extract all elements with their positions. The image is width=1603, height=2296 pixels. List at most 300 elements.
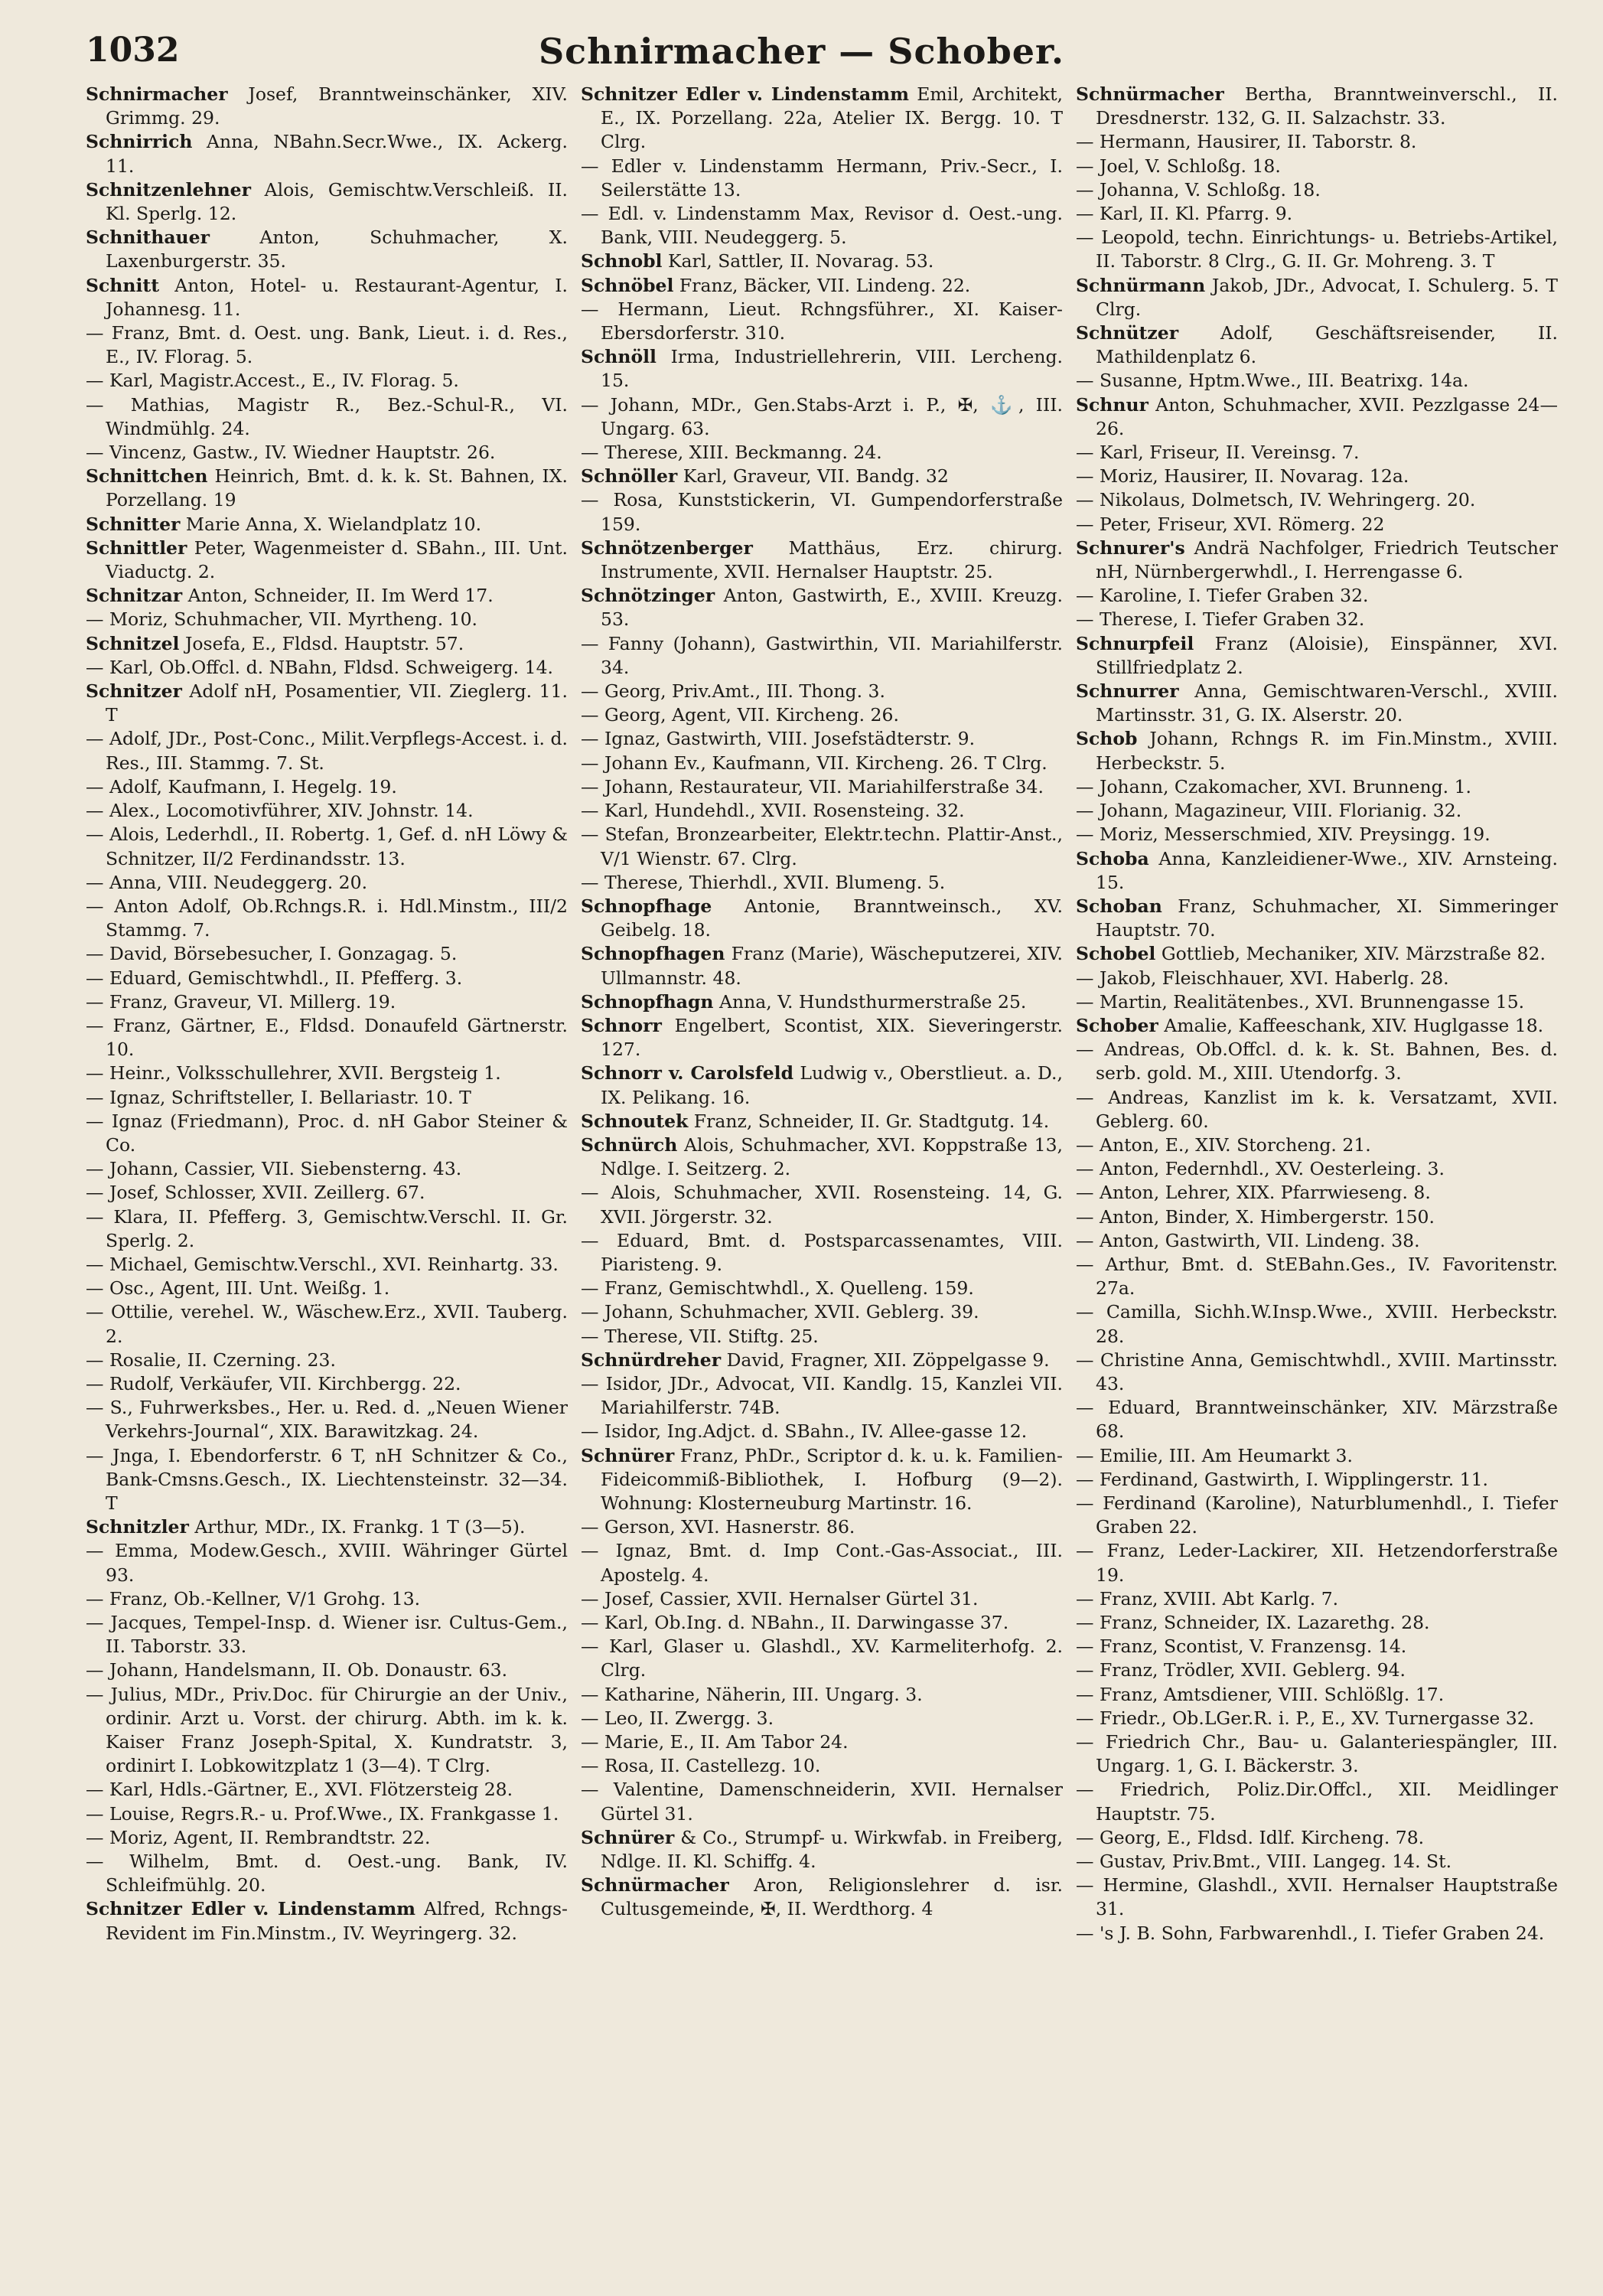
directory-entry <box>86 608 568 631</box>
entry-details: — Hermann, Hausirer, II. Taborstr. 8. <box>1076 131 1417 153</box>
entry-details: — Karoline, I. Tiefer Graben 32. <box>1076 585 1369 607</box>
entry-details: — Anton, Lehrer, XIX. Pfarrwieseng. 8. <box>1076 1182 1431 1204</box>
entry-details: Gottlieb, Mechaniker, XIV. Märzstraße 82. <box>1155 943 1546 965</box>
directory-entry <box>1076 1396 1558 1443</box>
entry-details: — Friedrich Chr., Bau- u. Galanteriespängler, III. Ungarg. 1, G. I. Bäckerstr. 3. <box>1076 1731 1558 1777</box>
entry-surname: Schnürdreher <box>581 1349 722 1371</box>
directory-entry <box>1076 130 1558 154</box>
entry-details: — Stefan, Bronzearbeiter, Elektr.techn. Plattir-Anst., V/1 Wienstr. 67. Clrg. <box>581 823 1063 869</box>
entry-surname: Schnitzenlehner <box>86 178 251 201</box>
entry-details: — Moriz, Schuhmacher, VII. Myrtheng. 10. <box>86 608 478 631</box>
directory-entry <box>1076 465 1558 488</box>
directory-entry <box>581 1300 1063 1324</box>
directory-entry <box>86 1086 568 1110</box>
entry-details: — Moriz, Hausirer, II. Novarag. 12a. <box>1076 465 1409 488</box>
directory-entry <box>581 752 1063 775</box>
entry-surname: Schnöller <box>581 465 678 488</box>
entry-details: — Ignaz (Friedmann), Proc. d. nH Gabor Steiner & Co. <box>86 1110 568 1156</box>
entry-details: — Karl, Friseur, II. Vereinsg. 7. <box>1076 442 1360 464</box>
entry-details: — Alex., Locomotivführer, XIV. Johnstr. 14. <box>86 800 474 822</box>
entry-surname: Schnürmann <box>1076 274 1206 296</box>
entry-surname: Schnitzar <box>86 585 183 607</box>
entry-details: — Franz, XVIII. Abt Karlg. 7. <box>1076 1587 1339 1609</box>
entry-details: Franz (Aloisie), Einspänner, XVI. Stillfriedplatz 2. <box>1096 632 1558 678</box>
entry-surname: Schnötzinger <box>581 585 715 607</box>
entry-details: — Eduard, Branntweinschänker, XIV. Märzstraße 68. <box>1076 1397 1558 1443</box>
directory-entry <box>581 1635 1063 1682</box>
entry-details: Anton, Schuhmacher, XVII. Pezzlgasse 24—26. <box>1096 393 1558 439</box>
directory-entry <box>86 990 568 1014</box>
directory-entry <box>581 1587 1063 1611</box>
directory-entry <box>86 465 568 512</box>
directory-entry <box>581 727 1063 751</box>
directory-entry <box>1076 1707 1558 1730</box>
directory-entry <box>1076 1349 1558 1396</box>
entry-details: Matthäus, Erz. chirurg. Instrumente, XVII. Hernalser Hauptstr. 25. <box>601 536 1063 583</box>
directory-entry <box>1076 608 1558 631</box>
entry-surname: Schnithauer <box>86 227 210 249</box>
directory-entry <box>581 298 1063 345</box>
entry-details: — Franz, Scontist, V. Franzensg. 14. <box>1076 1636 1407 1658</box>
directory-entry <box>1076 1181 1558 1205</box>
directory-entry <box>1076 895 1558 942</box>
entry-details: — Isidor, Ing.Adjct. d. SBahn., IV. Allee-gasse 12. <box>581 1420 1028 1443</box>
directory-entry <box>581 155 1063 202</box>
directory-entry <box>1076 1635 1558 1658</box>
entry-details: Franz, Bäcker, VII. Lindeng. 22. <box>673 274 971 296</box>
directory-entry <box>86 1062 568 1085</box>
entry-details: — Rosa, II. Castellezg. 10. <box>581 1755 821 1777</box>
directory-entry <box>86 967 568 990</box>
directory-entry <box>86 1802 568 1826</box>
entry-details: — Leo, II. Zwergg. 3. <box>581 1707 774 1729</box>
directory-entry <box>581 1062 1063 1109</box>
directory-entry <box>86 1683 568 1779</box>
entry-surname: Schnobl <box>581 250 663 272</box>
entry-details: — Isidor, JDr., Advocat, VII. Kandlg. 15, Kanzlei VII. Mariahilferstr. 74B. <box>581 1372 1063 1419</box>
directory-entry <box>86 1396 568 1443</box>
entry-details: — Johann, Czakomacher, XVI. Brunneng. 1. <box>1076 775 1472 797</box>
entry-details: — Anton, Gastwirth, VII. Lindeng. 38. <box>1076 1229 1420 1251</box>
directory-entry <box>1076 1611 1558 1635</box>
entry-details: — Louise, Regrs.R.- u. Prof.Wwe., IX. Frankgasse 1. <box>86 1802 559 1825</box>
directory-entry <box>86 274 568 321</box>
entry-details: — Leopold, techn. Einrichtungs- u. Betriebs-Artikel, II. Taborstr. 8 Clrg., G. II. Gr. Mohreng. 3. T <box>1076 227 1558 272</box>
entry-details: — Karl, Ob.Offcl. d. NBahn, Fldsd. Schweigerg. 14. <box>86 656 553 678</box>
directory-entry <box>86 178 568 226</box>
entry-details: — Friedr., Ob.LGer.R. i. P., E., XV. Turnergasse 32. <box>1076 1707 1535 1729</box>
directory-entry <box>86 1181 568 1205</box>
entry-details: — Peter, Friseur, XVI. Römerg. 22 <box>1076 513 1385 535</box>
entry-details: Ludwig v., Oberstlieut. a. D., IX. Pelikang. 16. <box>601 1062 1063 1108</box>
directory-entry <box>1076 1444 1558 1468</box>
directory-entry <box>1076 1253 1558 1300</box>
entry-details: — Emilie, III. Am Heumarkt 3. <box>1076 1444 1353 1466</box>
entry-surname: Schnittchen <box>86 465 208 488</box>
directory-entry <box>86 1253 568 1277</box>
directory-entry <box>581 1014 1063 1062</box>
directory-entry <box>1076 1539 1558 1587</box>
entry-details: — Karl, Hdls.-Gärtner, E., XVI. Flötzersteig 28. <box>86 1779 513 1801</box>
entry-details: — Georg, E., Fldsd. Idlf. Kircheng. 78. <box>1076 1826 1425 1848</box>
directory-entry <box>86 369 568 393</box>
running-head: Schnirmacher — Schober. <box>538 31 1065 72</box>
entry-details: — Franz, Ob.-Kellner, V/1 Grohg. 13. <box>86 1587 421 1609</box>
directory-entry <box>86 1300 568 1348</box>
directory-entry <box>86 1778 568 1802</box>
entry-details: — Therese, Thierhdl., XVII. Blumeng. 5. <box>581 871 946 893</box>
entry-details: — Johann, Magazineur, VIII. Florianig. 32. <box>1076 800 1462 822</box>
directory-entry <box>86 895 568 942</box>
entry-surname: Schnöbel <box>581 274 674 296</box>
directory-entry <box>1076 1468 1558 1492</box>
entry-details: — Franz, Gemischtwhdl., X. Quelleng. 159. <box>581 1277 974 1300</box>
entry-surname: Schnorr v. Carolsfeld <box>581 1062 794 1084</box>
directory-entry <box>1076 369 1558 393</box>
directory-entry <box>1076 1922 1558 1945</box>
entry-surname: Schnitzel <box>86 632 180 654</box>
entry-details: — Friedrich, Poliz.Dir.Offcl., XII. Meidlinger Hauptstr. 75. <box>1076 1779 1558 1825</box>
entry-details: Arthur, MDr., IX. Frankg. 1 T (3—5). <box>188 1516 526 1538</box>
directory-entry <box>1076 775 1558 799</box>
directory-entry <box>86 536 568 584</box>
entry-details: — Katharine, Näherin, III. Ungarg. 3. <box>581 1683 923 1705</box>
entry-details: Amalie, Kaffeeschank, XIV. Huglgasse 18. <box>1158 1014 1544 1036</box>
directory-entry <box>581 799 1063 823</box>
directory-entry <box>86 799 568 823</box>
entry-surname: Schnitter <box>86 513 181 535</box>
entry-details: — Franz, Gärtner, E., Fldsd. Donaufeld Gärtnerstr. 10. <box>86 1014 568 1061</box>
directory-entry <box>581 1444 1063 1516</box>
entry-surname: Schnurer's <box>1076 536 1185 559</box>
entry-details: — Ignaz, Gastwirth, VIII. Josefstädterstr. 9. <box>581 728 976 750</box>
directory-entry <box>86 1349 568 1372</box>
entry-details: Karl, Sattler, II. Novarag. 53. <box>662 250 934 272</box>
entry-details: — Karl, Glaser u. Glashdl., XV. Karmeliterhofg. 2. Clrg. <box>581 1636 1063 1681</box>
entry-surname: Schnirrich <box>86 131 193 153</box>
entry-details: — Alois, Lederhdl., II. Robertg. 1, Gef. d. nH Löwy & Schnitzer, II/2 Ferdinandsstr. 13. <box>86 823 568 869</box>
directory-entry <box>581 274 1063 298</box>
entry-details: — Gustav, Priv.Bmt., VIII. Langeg. 14. St. <box>1076 1851 1452 1873</box>
directory-entry <box>1076 1205 1558 1229</box>
directory-entry <box>1076 488 1558 512</box>
entry-surname: Schnitzer Edler v. Lindenstamm <box>581 83 909 105</box>
directory-entry <box>581 1229 1063 1277</box>
entry-details: Alois, Gemischtw.Verschleiß. II. Kl. Sperlg. 12. <box>106 178 568 225</box>
directory-entry <box>1076 967 1558 990</box>
entry-details: Franz, PhDr., Scriptor d. k. u. k. Familien-Fideicommiß-Bibliothek, I. Hofburg (9—2). Wohnung: Klosterneuburg Martinstr. 16. <box>601 1444 1063 1514</box>
entry-details: Anna, NBahn.Secr.Wwe., IX. Ackerg. 11. <box>106 131 568 177</box>
page-number: 1032 <box>86 31 180 70</box>
entry-details: Franz, Schneider, II. Gr. Stadtgutg. 14. <box>688 1110 1050 1132</box>
directory-entry <box>1076 584 1558 608</box>
entry-details: Irma, Industriellehrerin, VIII. Lercheng. 15. <box>601 346 1063 392</box>
entry-surname: Schnopfhagen <box>581 943 725 965</box>
directory-entry <box>581 1325 1063 1349</box>
directory-entry <box>1076 155 1558 178</box>
entry-details: — Susanne, Hptm.Wwe., III. Beatrixg. 14a. <box>1076 370 1469 392</box>
directory-entry <box>1076 1133 1558 1157</box>
directory-entry <box>581 536 1063 584</box>
entry-surname: Schnopfhage <box>581 895 712 917</box>
entry-details: — Heinr., Volksschullehrer, XVII. Bergsteig 1. <box>86 1062 501 1084</box>
entry-details: — 's J. B. Sohn, Farbwarenhdl., I. Tiefer Graben 24. <box>1076 1922 1545 1944</box>
directory-entry <box>1076 799 1558 823</box>
directory-entry <box>1076 1730 1558 1778</box>
entry-details: — Edl. v. Lindenstamm Max, Revisor d. Oest.-ung. Bank, VIII. Neudeggerg. 5. <box>581 203 1063 249</box>
entry-details: — Johann, Handelsmann, II. Ob. Donaustr. 63. <box>86 1659 508 1681</box>
entry-details: — Franz, Trödler, XVII. Geblerg. 94. <box>1076 1659 1406 1681</box>
directory-entry <box>581 202 1063 249</box>
directory-entry <box>1076 823 1558 846</box>
directory-entry <box>1076 1229 1558 1253</box>
entry-surname: Schnürmacher <box>1076 83 1224 105</box>
directory-entry <box>86 226 568 273</box>
entry-details: — Therese, I. Tiefer Graben 32. <box>1076 608 1365 631</box>
entry-details: — Rosa, Kunststickerin, VI. Gumpendorferstraße 159. <box>581 489 1063 535</box>
entry-details: — Georg, Priv.Amt., III. Thong. 3. <box>581 680 885 703</box>
directory-entry <box>1076 1014 1558 1038</box>
entry-details: Josef, Branntweinschänker, XIV. Grimmg. 29. <box>106 83 568 129</box>
entry-details: — Franz, Bmt. d. Oest. ung. Bank, Lieut. i. d. Res., E., IV. Florag. 5. <box>86 322 568 368</box>
directory-entry <box>581 1754 1063 1778</box>
entry-details: Anton, Schuhmacher, X. Laxenburgerstr. 35. <box>106 227 568 272</box>
columns <box>86 83 1558 2283</box>
directory-entry <box>581 823 1063 870</box>
directory-entry <box>1076 441 1558 465</box>
directory-entry <box>86 1205 568 1253</box>
entry-details: — Karl, Magistr.Accest., E., IV. Florag. 5. <box>86 370 459 392</box>
entry-details: — Therese, XIII. Beckmanng. 24. <box>581 442 882 464</box>
entry-surname: Schnöll <box>581 346 657 368</box>
entry-details: Josefa, E., Fldsd. Hauptstr. 57. <box>179 632 464 654</box>
entry-surname: Schnitt <box>86 274 160 296</box>
directory-entry <box>86 1157 568 1181</box>
directory-entry <box>581 1372 1063 1420</box>
entry-details: — Fanny (Johann), Gastwirthin, VII. Mariahilferstr. 34. <box>581 632 1063 678</box>
entry-details: — Vincenz, Gastw., IV. Wiedner Hauptstr. 26. <box>86 442 496 464</box>
entry-surname: Schnorr <box>581 1014 662 1036</box>
entry-surname: Schnirmacher <box>86 83 228 105</box>
directory-entry <box>1076 178 1558 202</box>
directory-entry <box>1076 202 1558 226</box>
entry-surname: Schnürer <box>581 1826 675 1848</box>
entry-details: — Rosalie, II. Czerning. 23. <box>86 1349 336 1371</box>
entry-details: — Ferdinand, Gastwirth, I. Wipplingerstr. 11. <box>1076 1468 1489 1490</box>
entry-surname: Schnurpfeil <box>1076 632 1194 654</box>
entry-details: — Alois, Schuhmacher, XVII. Rosensteing. 14, G. XVII. Jörgerstr. 32. <box>581 1182 1063 1228</box>
directory-entry <box>86 775 568 799</box>
directory-entry <box>581 871 1063 895</box>
column-middle <box>581 83 1063 2283</box>
entry-details: — Nikolaus, Dolmetsch, IV. Wehringerg. 20. <box>1076 489 1476 511</box>
directory-entry <box>1076 847 1558 895</box>
directory-entry <box>581 1874 1063 1921</box>
directory-entry <box>1076 680 1558 727</box>
directory-entry <box>1076 1492 1558 1539</box>
entry-details: — Therese, VII. Stiftg. 25. <box>581 1325 819 1347</box>
directory-entry <box>581 775 1063 799</box>
directory-entry <box>86 321 568 369</box>
entry-details: — Andreas, Ob.Offcl. d. k. k. St. Bahnen, Bes. d. serb. gold. M., XIII. Utendorfg. 3. <box>1076 1039 1558 1084</box>
entry-details: Andrä Nachfolger, Friedrich Teutscher nH, Nürnbergerwhdl., I. Herrengasse 6. <box>1096 536 1558 583</box>
column-left <box>86 83 568 2283</box>
entry-details: — Valentine, Damenschneiderin, XVII. Hernalser Gürtel 31. <box>581 1779 1063 1825</box>
directory-entry <box>86 393 568 441</box>
entry-details: Adolf nH, Posamentier, VII. Zieglerg. 11. T <box>106 680 568 726</box>
directory-entry <box>581 465 1063 488</box>
entry-surname: Schnürch <box>581 1133 678 1156</box>
directory-entry <box>581 703 1063 727</box>
directory-entry <box>86 1539 568 1587</box>
entry-details: — Edler v. Lindenstamm Hermann, Priv.-Secr., I. Seilerstätte 13. <box>581 155 1063 201</box>
entry-details: — Hermann, Lieut. Rchngsführer., XI. Kaiser-Ebersdorferstr. 310. <box>581 298 1063 344</box>
directory-entry <box>581 1349 1063 1372</box>
entry-surname: Schnoutek <box>581 1110 689 1132</box>
directory-entry <box>581 393 1063 441</box>
entry-details: — Georg, Agent, VII. Kircheng. 26. <box>581 704 899 726</box>
entry-details: Anton, Gastwirth, E., XVIII. Kreuzg. 53. <box>601 585 1063 631</box>
entry-details: — Franz, Graveur, VI. Millerg. 19. <box>86 990 396 1013</box>
entry-details: — Josef, Cassier, XVII. Hernalser Gürtel 31. <box>581 1587 979 1609</box>
entry-details: — S., Fuhrwerksbes., Her. u. Red. d. „Neuen Wiener Verkehrs-Journal“, XIX. Barawitzkag. 24. <box>86 1397 568 1443</box>
directory-entry <box>581 680 1063 703</box>
entry-details: — Johann, Schuhmacher, XVII. Geblerg. 39. <box>581 1301 979 1323</box>
directory-entry <box>1076 536 1558 584</box>
column-right <box>1076 83 1558 2283</box>
directory-entry <box>581 1778 1063 1825</box>
directory-entry <box>86 584 568 608</box>
entry-details: — Emma, Modew.Gesch., XVIII. Währinger Gürtel 93. <box>86 1540 568 1586</box>
entry-surname: Schnitzer Edler v. Lindenstamm <box>86 1898 416 1920</box>
directory-entry <box>1076 1778 1558 1825</box>
entry-details: — Josef, Schlosser, XVII. Zeillerg. 67. <box>86 1182 425 1204</box>
entry-surname: Schnurrer <box>1076 680 1179 703</box>
directory-entry <box>581 1277 1063 1300</box>
directory-entry <box>1076 1658 1558 1682</box>
directory-entry <box>581 1181 1063 1228</box>
directory-entry <box>1076 727 1558 775</box>
directory-entry <box>1076 1300 1558 1348</box>
entry-details: — Eduard, Gemischtwhdl., II. Pfefferg. 3. <box>86 967 463 989</box>
directory-entry <box>581 83 1063 155</box>
directory-entry <box>581 1420 1063 1443</box>
entry-details: Aron, Religionslehrer d. isr. Cultusgemeinde, ✠, II. Werdthorg. 4 <box>601 1874 1063 1920</box>
entry-details: — Joel, V. Schloßg. 18. <box>1076 155 1281 177</box>
entry-details: Bertha, Branntweinverschl., II. Dresdnerstr. 132, G. II. Salzachstr. 33. <box>1096 83 1558 129</box>
entry-details: — Rudolf, Verkäufer, VII. Kirchbergg. 22. <box>86 1372 461 1394</box>
directory-entry <box>1076 1826 1558 1850</box>
entry-surname: Schoban <box>1076 895 1162 917</box>
directory-entry <box>86 130 568 178</box>
directory-entry <box>86 656 568 680</box>
directory-entry <box>1076 942 1558 966</box>
entry-details: — Hermine, Glashdl., XVII. Hernalser Hauptstraße 31. <box>1076 1874 1558 1920</box>
directory-entry <box>86 83 568 130</box>
directory-entry <box>581 1133 1063 1181</box>
directory-entry <box>581 1515 1063 1539</box>
directory-entry <box>1076 226 1558 273</box>
directory-entry <box>86 1372 568 1396</box>
entry-details: Alfred, Rchngs-Revident im Fin.Minstm., IV. Weyringerg. 32. <box>106 1898 568 1944</box>
entry-details: — Moriz, Messerschmied, XIV. Preysingg. 19. <box>1076 823 1491 846</box>
entry-details: — Ignaz, Bmt. d. Imp Cont.-Gas-Associat., III. Apostelg. 4. <box>581 1540 1063 1586</box>
directory-entry <box>86 441 568 465</box>
directory-entry <box>86 632 568 656</box>
entry-details: — Anton, Federnhdl., XV. Oesterleing. 3. <box>1076 1158 1445 1180</box>
entry-details: Peter, Wagenmeister d. SBahn., III. Unt. Viaductg. 2. <box>106 536 568 583</box>
directory-entry <box>581 1707 1063 1730</box>
entry-details: — Julius, MDr., Priv.Doc. für Chirurgie an der Univ., ordinir. Arzt u. Vorst. der chirurg. Abth. im k. k. Kaiser Franz Joseph-Spital, X. Kundratstr. 3, ordinirt I. Lobkowitzplatz 1 (3—4). T Clrg. <box>86 1683 568 1777</box>
entry-details: — Franz, Amtsdiener, VIII. Schlößlg. 17. <box>1076 1683 1445 1705</box>
entry-details: — Arthur, Bmt. d. StEBahn.Ges., IV. Favoritenstr. 27a. <box>1076 1253 1558 1300</box>
entry-details: — Andreas, Kanzlist im k. k. Versatzamt, XVII. Geblerg. 60. <box>1076 1086 1558 1132</box>
entry-details: — Anton, E., XIV. Storcheng. 21. <box>1076 1133 1371 1156</box>
directory-entry <box>86 513 568 536</box>
entry-details: — Anna, VIII. Neudeggerg. 20. <box>86 871 368 893</box>
entry-details: Karl, Graveur, VII. Bandg. 32 <box>677 465 949 488</box>
entry-details: Engelbert, Scontist, XIX. Sieveringerstr. 127. <box>601 1014 1063 1061</box>
directory-entry <box>86 1897 568 1945</box>
entry-details: — Jacques, Tempel-Insp. d. Wiener isr. Cultus-Gem., II. Taborstr. 33. <box>86 1612 568 1658</box>
entry-surname: Schnitzler <box>86 1516 189 1538</box>
entry-details: Emil, Architekt, E., IX. Porzellang. 22a, Atelier IX. Bergg. 10. T Clrg. <box>601 83 1063 153</box>
entry-details: — Adolf, Kaufmann, I. Hegelg. 19. <box>86 775 397 797</box>
entry-details: David, Fragner, XII. Zöppelgasse 9. <box>721 1349 1050 1371</box>
directory-entry <box>1076 1086 1558 1133</box>
directory-entry <box>1076 393 1558 441</box>
entry-details: — Gerson, XVI. Hasnerstr. 86. <box>581 1516 855 1538</box>
directory-entry <box>86 1515 568 1539</box>
directory-entry <box>581 895 1063 942</box>
directory-entry <box>581 345 1063 393</box>
directory-entry <box>581 1611 1063 1635</box>
directory-entry <box>1076 83 1558 130</box>
entry-details: — Franz, Schneider, IX. Lazarethg. 28. <box>1076 1612 1430 1633</box>
entry-surname: Schnürer <box>581 1444 675 1466</box>
directory-entry <box>581 1110 1063 1133</box>
directory-entry <box>581 1826 1063 1874</box>
entry-details: — Camilla, Sichh.W.Insp.Wwe., XVIII. Herbeckstr. 28. <box>1076 1301 1558 1347</box>
entry-details: Jakob, JDr., Advocat, I. Schulerg. 5. T Clrg. <box>1096 274 1558 320</box>
directory-entry <box>581 1539 1063 1587</box>
directory-entry <box>1076 1038 1558 1085</box>
entry-details: — Jnga, I. Ebendorferstr. 6 T, nH Schnitzer & Co., Bank-Cmsns.Gesch., IX. Liechtensteinstr. 32—34. T <box>86 1444 568 1514</box>
entry-details: — Johann, Cassier, VII. Siebensterng. 43. <box>86 1158 462 1180</box>
entry-details: Anna, V. Hundsthurmerstraße 25. <box>713 990 1027 1013</box>
directory-entry <box>1076 1874 1558 1921</box>
entry-details: — Anton, Binder, X. Himbergerstr. 150. <box>1076 1205 1435 1228</box>
entry-details: — Johanna, V. Schloßg. 18. <box>1076 178 1321 201</box>
entry-details: Antonie, Branntweinsch., XV. Geibelg. 18. <box>601 895 1063 941</box>
entry-surname: Schobel <box>1076 943 1156 965</box>
entry-details: — Eduard, Bmt. d. Postsparcassenamtes, VIII. Piaristeng. 9. <box>581 1229 1063 1275</box>
directory-entry <box>581 990 1063 1014</box>
entry-surname: Schnürmacher <box>581 1874 729 1896</box>
directory-entry <box>86 1587 568 1611</box>
entry-details: — David, Börsebesucher, I. Gonzagag. 5. <box>86 943 458 965</box>
entry-details: & Co., Strumpf- u. Wirkwfab. in Freiberg, Ndlge. II. Kl. Schiffg. 4. <box>601 1826 1063 1873</box>
directory-entry <box>86 942 568 966</box>
directory-entry <box>581 632 1063 680</box>
entry-surname: Schnopfhagn <box>581 990 714 1013</box>
entry-details: — Moriz, Agent, II. Rembrandtstr. 22. <box>86 1826 431 1848</box>
directory-entry <box>1076 513 1558 536</box>
directory-entry <box>581 441 1063 465</box>
entry-surname: Schob <box>1076 728 1138 750</box>
directory-entry <box>581 488 1063 536</box>
entry-details: Alois, Schuhmacher, XVI. Koppstraße 13, Ndlge. I. Seitzerg. 2. <box>601 1133 1063 1180</box>
